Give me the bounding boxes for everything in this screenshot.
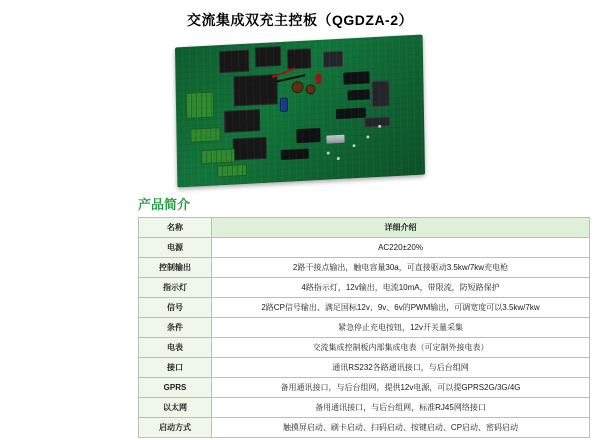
row-key: 指示灯 (139, 278, 212, 298)
solder-point (327, 152, 330, 155)
capacitor-1 (291, 81, 303, 94)
ic-chip-3 (336, 108, 366, 120)
row-key: 控制输出 (139, 258, 212, 278)
row-value: 备用通讯接口，与后台组网，提供12v电源，可以提GPRS2G/3G/4G (212, 378, 590, 398)
row-key: 电源 (139, 238, 212, 258)
row-value: 触摸屏启动、刷卡启动、扫码启动、按键启动、CP启动、密码启动 (212, 418, 590, 438)
page-title: 交流集成双充主控板（QGDZA-2） (187, 12, 413, 28)
capacitor-2 (306, 84, 316, 95)
table-row (139, 318, 590, 338)
solder-point (337, 157, 340, 160)
component-block-4 (323, 51, 343, 68)
table-row (139, 398, 590, 418)
row-key: 启动方式 (139, 418, 212, 438)
row-key: 信号 (139, 298, 212, 318)
spec-table (138, 217, 590, 438)
table-header-detail: 详细介绍 (212, 218, 590, 238)
row-key: 电表 (139, 338, 212, 358)
row-value: 2路干接点输出，触电容量30a，可直接驱动3.5kw/7kw充电枪 (212, 258, 590, 278)
row-key: 接口 (139, 358, 212, 378)
row-value: 通讯RS232各路通讯接口，与后台组网 (212, 358, 590, 378)
capacitor-4 (315, 74, 321, 84)
ic-chip-5 (281, 149, 309, 160)
ic-chip-4 (296, 128, 320, 143)
table-row (139, 418, 590, 438)
ic-chip-2 (348, 89, 370, 100)
solder-point (378, 125, 381, 128)
row-value: 交流集成控制板内部集成电表（可定制外接电表） (212, 338, 590, 358)
relay-block-3 (287, 48, 311, 69)
transformer-block (233, 74, 277, 106)
table-row (139, 238, 590, 258)
relay-block-1 (219, 50, 249, 74)
solder-point (353, 144, 356, 147)
section-heading: 产品简介 (138, 197, 191, 212)
table-row (139, 258, 590, 278)
table-row (139, 338, 590, 358)
relay-block-6 (233, 137, 267, 161)
table-header-name: 名称 (139, 218, 212, 238)
terminal-block-1 (186, 91, 214, 118)
product-photo (0, 36, 600, 186)
row-value: 4路指示灯，12v输出，电流10mA，带限流，防短路保护 (212, 278, 590, 298)
table-header-row (139, 218, 590, 238)
ic-chip-1 (343, 71, 369, 84)
table-row (139, 378, 590, 398)
row-value: AC220±20% (212, 238, 590, 258)
row-key: 以太网 (139, 398, 212, 418)
solder-point (366, 135, 369, 138)
row-value: 备用通讯接口，与后台组网，标准RJ45网络接口 (212, 398, 590, 418)
relay-block-2 (255, 46, 281, 67)
terminal-block-2 (190, 127, 220, 143)
terminal-block-4 (217, 164, 247, 178)
row-value: 2路CP信号输出、满足国标12v、9v、6v的PWM输出，可调宽度可以3.5kw/7kw (212, 298, 590, 318)
circuit-board-photo (175, 34, 425, 187)
row-key: GPRS (139, 378, 212, 398)
table-row (139, 358, 590, 378)
connector-header-2 (364, 116, 390, 127)
connector-header-1 (371, 80, 389, 107)
capacitor-3 (280, 98, 288, 112)
terminal-block-3 (201, 148, 235, 164)
row-key: 条件 (139, 318, 212, 338)
relay-silver (326, 135, 344, 144)
table-row (139, 278, 590, 298)
table-row (139, 298, 590, 318)
row-value: 紧急停止充电按钮，12v开关量采集 (212, 318, 590, 338)
relay-block-5 (224, 109, 260, 133)
